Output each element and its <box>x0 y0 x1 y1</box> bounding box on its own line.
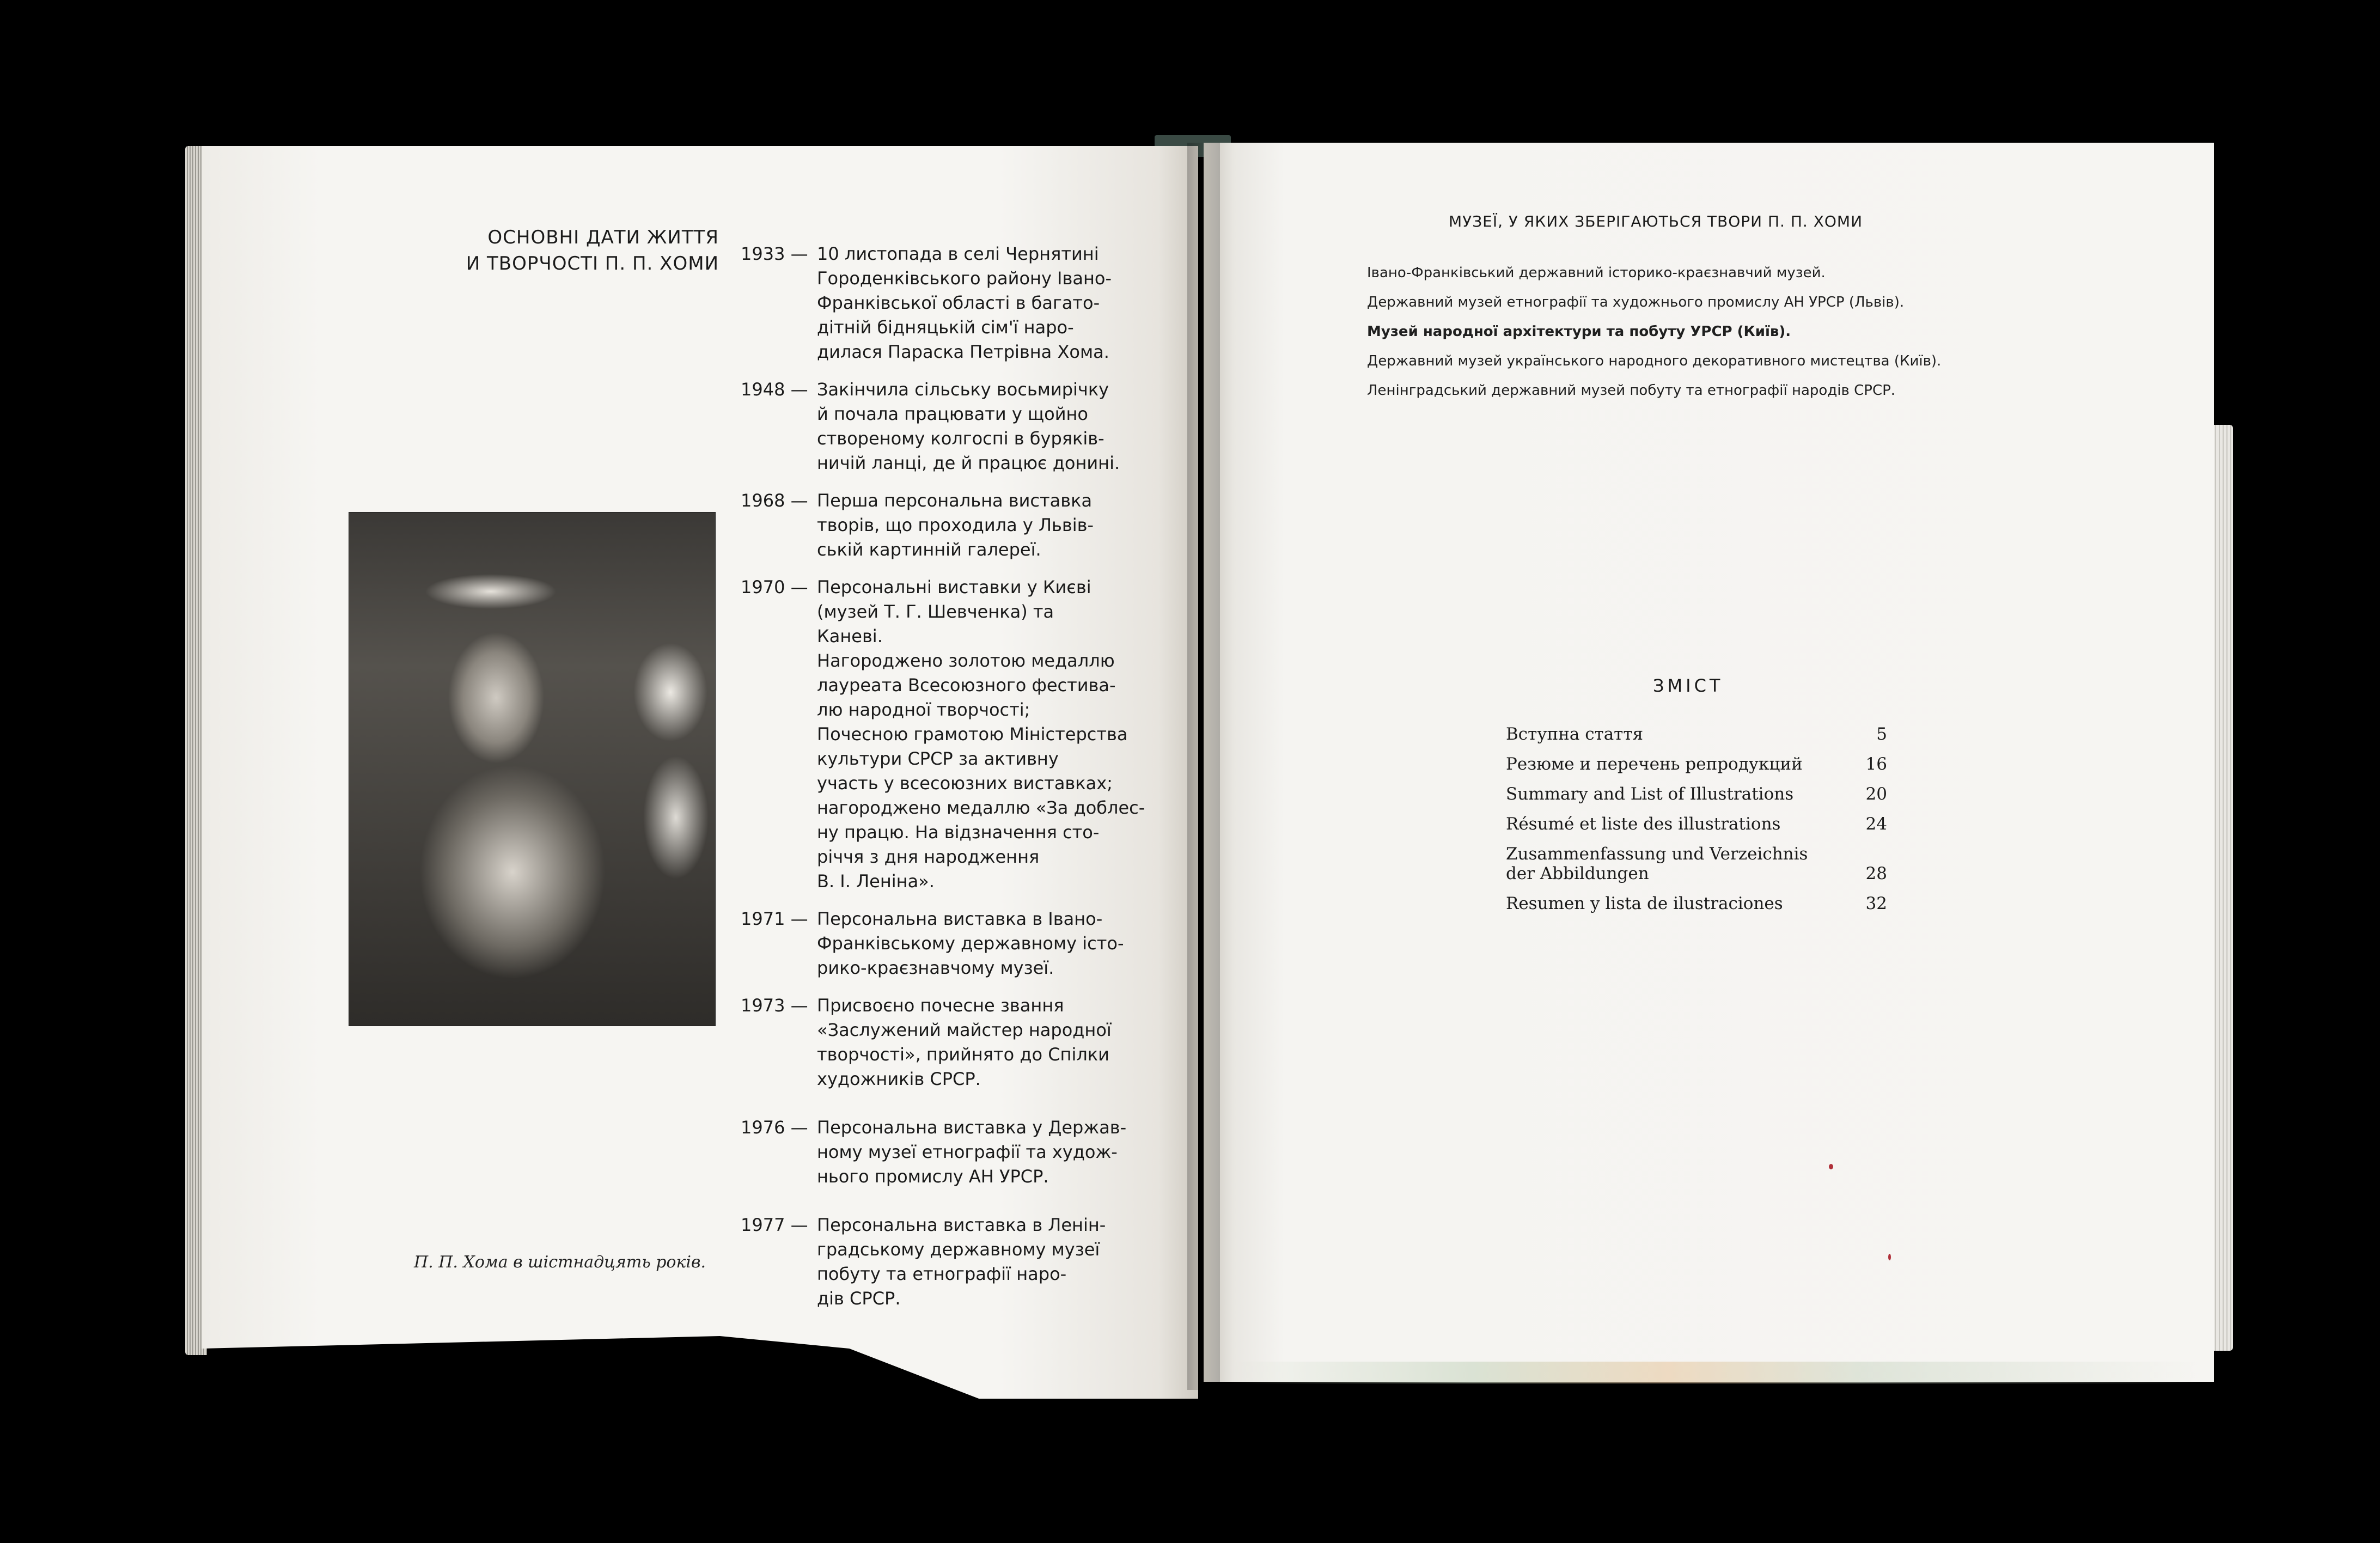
chronology-text-line: Франківської області в багато- <box>817 292 1100 313</box>
chronology-year: 1973 — <box>741 995 808 1016</box>
chronology-text-line: нагороджено медаллю «За доблес- <box>817 797 1145 818</box>
chronology-text-line: дів СРСР. <box>817 1288 901 1309</box>
museum-item: Музей народної архітектури та побуту УРСР (Київ). <box>1367 324 1791 340</box>
chronology-year: 1970 — <box>741 577 808 597</box>
chronology-text-line: річчя з дня народження <box>817 846 1040 867</box>
toc-entry-label: Вступна стаття <box>1506 724 1644 744</box>
chronology-text-line: творів, що проходила у Львів- <box>817 515 1094 535</box>
endpaper-decoration <box>1231 1362 2200 1383</box>
toc-entry-page: 28 <box>1865 864 1887 883</box>
chronology-text-line: градському державному музеї <box>817 1239 1100 1260</box>
chronology-text-line: створеному колгоспі в буряків- <box>817 428 1104 449</box>
chronology-entry <box>741 993 1176 1091</box>
museum-item: Державний музей українського народного декоративного мистецтва (Київ). <box>1367 353 1942 369</box>
chronology-year: 1971 — <box>741 908 808 929</box>
chronology-text-line: лю народної творчості; <box>817 699 1030 720</box>
chronology-entry <box>741 489 1176 562</box>
chronology-text <box>817 575 1176 894</box>
chronology-text-line: В. І. Леніна». <box>817 871 935 892</box>
chronology-text-line: Присвоєно почесне звання <box>817 995 1064 1016</box>
chronology-text-line: дітній бідняцькій сім'ї наро- <box>817 317 1074 338</box>
chronology-text <box>817 1213 1176 1311</box>
book-gutter <box>1187 143 1220 1390</box>
chronology-text <box>817 489 1176 562</box>
chronology-text <box>817 993 1176 1091</box>
museum-item: Державний музей етнографії та художнього промислу АН УРСР (Львів). <box>1367 294 1905 310</box>
chronology-text-line: Персональна виставка в Івано- <box>817 908 1103 929</box>
toc-entry <box>1506 894 1887 913</box>
toc-entry-label: Resumen y lista de ilustraciones <box>1506 894 1783 913</box>
toc-entry-label: Zusammenfassung und Verzeichnis der Abbildungen <box>1506 844 1808 883</box>
toc-entry-page: 32 <box>1865 894 1887 913</box>
chronology-text-line: Франківському державному істо- <box>817 933 1124 954</box>
toc-entry <box>1506 814 1887 834</box>
chronology-year: 1976 — <box>741 1117 808 1138</box>
chronology-text-line: ській картинній галереї. <box>817 539 1041 560</box>
museum-item: Івано-Франківський державний історико-краєзнавчий музей. <box>1367 265 1826 281</box>
museum-list <box>1367 264 2151 411</box>
chronology-heading-line: И ТВОРЧОСТІ П. П. ХОМИ <box>466 253 719 275</box>
chronology-year: 1933 — <box>741 243 808 264</box>
chronology-year: 1948 — <box>741 379 808 400</box>
chronology-text-line: участь у всесоюзних виставках; <box>817 773 1113 794</box>
photo-caption: П. П. Хома в шістнадцять років. <box>414 1253 706 1272</box>
toc-title: ЗМІСТ <box>1653 675 1724 696</box>
toc-entry <box>1506 784 1887 804</box>
museums-heading: МУЗЕЇ, У ЯКИХ ЗБЕРІГАЮТЬСЯ ТВОРИ П. П. ХОМИ <box>1449 212 1863 230</box>
toc-entry <box>1506 844 1887 883</box>
chronology-text-line: Персональна виставка у Держав- <box>817 1117 1127 1138</box>
chronology-year: 1968 — <box>741 490 808 511</box>
chronology-text <box>817 1115 1176 1189</box>
chronology-text-line: рико-краєзнавчому музеї. <box>817 957 1054 978</box>
chronology-text-line: 10 листопада в селі Чернятині <box>817 243 1099 264</box>
chronology-entry <box>741 242 1176 364</box>
toc-entry-label: Résumé et liste des illustrations <box>1506 814 1781 834</box>
chronology-text <box>817 242 1176 364</box>
chronology-text-line: Персональна виставка в Ленін- <box>817 1215 1106 1235</box>
toc-entry-label: Summary and List of Illustrations <box>1506 784 1794 804</box>
table-of-contents <box>1506 724 1887 924</box>
chronology-text-line: Закінчила сільську восьмирічку <box>817 379 1109 400</box>
chronology-list <box>741 229 1176 1311</box>
ink-spot <box>1829 1164 1833 1169</box>
toc-entry <box>1506 754 1887 774</box>
chronology-year: 1977 — <box>741 1215 808 1235</box>
chronology-text-line: (музей Т. Г. Шевченка) та <box>817 601 1054 622</box>
chronology-heading <box>425 224 719 277</box>
chronology-text-line: ному музеї етнографії та худож- <box>817 1142 1118 1162</box>
chronology-text-line: ну працю. На відзначення сто- <box>817 822 1100 843</box>
chronology-text-line: Каневі. <box>817 626 883 647</box>
portrait-photo <box>349 512 716 1026</box>
chronology-text-line: художників СРСР. <box>817 1069 981 1089</box>
chronology-text-line: лауреата Всесоюзного фестива- <box>817 675 1116 696</box>
chronology-text-line: й почала працювати у щойно <box>817 404 1088 424</box>
chronology-entry <box>741 1115 1176 1189</box>
toc-entry-page: 5 <box>1876 724 1887 744</box>
chronology-text-line: ничій ланці, де й працює донині. <box>817 453 1120 473</box>
chronology-text-line: нього промислу АН УРСР. <box>817 1166 1049 1187</box>
chronology-text-line: Городенківського району Івано- <box>817 268 1112 289</box>
chronology-entry <box>741 907 1176 980</box>
chronology-text-line: Нагороджено золотою медаллю <box>817 650 1115 671</box>
toc-entry-label: Резюме и перечень репродукций <box>1506 754 1803 774</box>
chronology-text-line: творчості», прийнято до Спілки <box>817 1044 1109 1065</box>
toc-entry-page: 24 <box>1865 814 1887 834</box>
chronology-heading-line: ОСНОВНІ ДАТИ ЖИТТЯ <box>487 227 719 248</box>
toc-entry <box>1506 724 1887 744</box>
chronology-entry <box>741 1213 1176 1311</box>
chronology-text-line: культури СРСР за активну <box>817 748 1059 769</box>
chronology-text-line: побуту та етнографії наро- <box>817 1264 1067 1284</box>
toc-entry-page: 20 <box>1865 784 1887 804</box>
toc-entry-page: 16 <box>1865 754 1887 774</box>
chronology-text <box>817 907 1176 980</box>
chronology-text <box>817 377 1176 475</box>
chronology-text-line: Персональні виставки у Києві <box>817 577 1091 597</box>
ink-spot <box>1888 1254 1891 1260</box>
chronology-entry <box>741 575 1176 894</box>
museum-item: Ленінградський державний музей побуту та етнографії народів СРСР. <box>1367 382 1896 399</box>
chronology-text-line: дилася Параска Петрівна Хома. <box>817 341 1109 362</box>
chronology-text-line: Почесною грамотою Міністерства <box>817 724 1128 745</box>
chronology-text-line: Перша персональна виставка <box>817 490 1093 511</box>
chronology-text-line: «Заслужений майстер народної <box>817 1020 1112 1040</box>
chronology-entry <box>741 377 1176 475</box>
